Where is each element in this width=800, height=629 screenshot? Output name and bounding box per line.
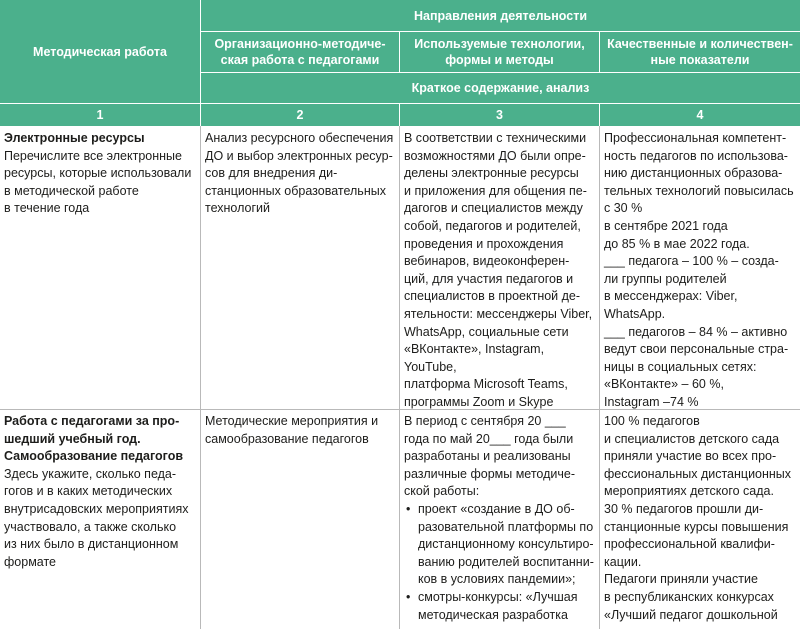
row1-col4-line: WhatsApp. <box>604 306 666 321</box>
row1-col4-line: в сентябре 2021 года <box>604 218 728 233</box>
header-num-4 <box>600 104 800 126</box>
row1-col4-line: в мессенджерах: Viber, <box>604 289 738 304</box>
row2-col3-line: В период с сентября 20 ___ <box>404 414 566 428</box>
row2-col4-line: станционные курсы повышения <box>604 519 789 534</box>
list-item-line: разовательной платформы по <box>418 519 594 534</box>
list-item-line: методическая разработка <box>418 607 568 622</box>
row2-col3-line: различные формы методиче- <box>404 466 575 481</box>
header-col2 <box>201 32 399 72</box>
row1-col3-line: и приложения для общения пе- <box>404 183 587 198</box>
header-group-label: Направления деятельности <box>413 8 588 23</box>
row2-col4-line: Педагоги приняли участие <box>604 572 758 587</box>
row1-col4-line: ___ педагога – 100 % – созда- <box>604 254 779 269</box>
row2-col2-line: самообразование педагогов <box>205 431 369 446</box>
list-item <box>404 501 596 589</box>
row1-col2-line: ДО и выбор электронных ресур- <box>205 148 393 163</box>
row1-col4-line: нию дистанционных образова- <box>604 166 783 181</box>
row1-col3-line: ятельности: мессенджеры Viber, <box>404 306 593 321</box>
list-item-line: ков в условиях пандемии»; <box>418 572 576 587</box>
row1-col1-line: Перечислите все электронные <box>4 148 182 163</box>
row2-title-line: Самообразование педагогов <box>4 449 184 464</box>
row2-col1-line: гогов и в каких методических <box>4 484 173 499</box>
header-methodical-work <box>0 0 200 103</box>
row1-col3-line: возможностями ДО были опре- <box>404 148 586 163</box>
row2-col4-line: «Лучший педагог дошкольной <box>604 607 778 622</box>
row1-col3-line: В соответствии с техническими <box>404 131 587 145</box>
row1-col1-line: в методической работе <box>4 183 139 198</box>
row1-col4-cell <box>600 127 800 409</box>
row1-col3-line: «ВКонтакте», Instagram, YouTube, <box>404 342 545 374</box>
header-activity-directions <box>201 0 800 31</box>
row2-col1-line: из них было в дистанционном <box>4 537 179 552</box>
row2-col1-line: внутрисадовских мероприятиях <box>4 501 189 516</box>
row1-col4-line: «ВКонтакте» – 60 %, <box>604 377 724 392</box>
row2-col4-line: в республиканских конкурсах <box>604 589 774 604</box>
list-item <box>404 589 596 624</box>
header-summary <box>201 73 800 103</box>
row2-col4-line: 100 % педагогов <box>604 414 700 428</box>
row2-col4-line: профессиональной квалифи- <box>604 537 775 552</box>
header-num-2 <box>201 104 399 126</box>
header-col3 <box>400 32 599 72</box>
list-item-line: • смотры-конкурсы: «Лучшая <box>418 589 578 604</box>
list-item-line: • проект «создание в ДО об- <box>418 501 575 516</box>
header-summary-label: Краткое содержание, анализ <box>411 81 590 95</box>
row2-col1-line: формате <box>4 554 56 569</box>
row1-col3-line: специалистов в проектной де- <box>404 289 581 304</box>
header-col4 <box>600 32 800 72</box>
row2-col1-cell <box>0 410 200 629</box>
row1-col4-line: с 30 % <box>604 201 643 216</box>
row1-title: Электронные ресурсы <box>4 131 145 145</box>
row1-col3-line: программы Zoom и Skype <box>404 394 554 409</box>
row2-title-line: шедший учебный год. <box>4 431 141 446</box>
row1-col2-line: технологий <box>205 201 271 216</box>
row2-col4-line: и специалистов детского сада <box>604 431 780 446</box>
row1-col3-line: делены электронные ресурсы <box>404 166 579 181</box>
row1-col4-line: ность педагогов по использова- <box>604 148 788 163</box>
row1-col4-line: ведут свои персональные стра- <box>604 342 789 357</box>
methodical-forms-list <box>404 501 596 624</box>
row1-col3-line: проведения и прохождения <box>404 236 564 251</box>
header-num-1-label: 1 <box>96 108 104 122</box>
row2-col4-line: мероприятиях детского сада. <box>604 484 774 499</box>
row1-col2-cell <box>201 127 399 409</box>
row1-col3-line: дагогов и специалистов между <box>404 201 583 216</box>
row1-col4-line: Профессиональная компетент- <box>604 131 787 145</box>
row2-col4-line: кации. <box>604 554 642 569</box>
row2-title-line: Работа с педагогами за про- <box>4 414 180 428</box>
row1-col4-line: Instagram –74 % <box>604 394 699 409</box>
row1-col1-line: ресурсы, которые использовали <box>4 166 192 181</box>
header-col4-label: Качественные и количествен-ные показатели <box>607 37 793 67</box>
row1-col3-line: WhatsApp, социальные сети <box>404 324 569 339</box>
header-num-3 <box>400 104 599 126</box>
header-num-1 <box>0 104 200 126</box>
row1-col3-cell <box>400 127 599 409</box>
row2-col1-line: участвовало, а также сколько <box>4 519 177 534</box>
row1-col1-cell <box>0 127 200 409</box>
row2-col3-line: разработаны и реализованы <box>404 449 571 464</box>
header-col3-label: Используемые технологии, формы и методы <box>414 37 585 67</box>
row2-col3-line: ской работы: <box>404 484 480 499</box>
row2-col3-cell <box>400 410 599 629</box>
row1-col4-line: ___ педагогов – 84 % – активно <box>604 324 788 339</box>
list-item-line: дистанционному консультиро- <box>418 537 594 552</box>
row2-col2-cell <box>201 410 399 629</box>
row1-col3-line: собой, педагогов и родителей, <box>404 218 581 233</box>
row1-col2-line: Анализ ресурсного обеспечения <box>205 131 394 145</box>
row1-col4-line: ли группы родителей <box>604 271 727 286</box>
row1-col3-line: ций, для участия педагогов и <box>404 271 574 286</box>
row1-col2-line: станционных образовательных <box>205 183 386 198</box>
row1-col2-line: сов для внедрения ди- <box>205 166 338 181</box>
row1-col1-line: в течение года <box>4 201 90 216</box>
row2-col4-line: фессиональных дистанционных <box>604 466 792 481</box>
row1-col3-line: вебинаров, видеоконферен- <box>404 254 570 269</box>
list-item-line: ванию родителей воспитанни- <box>418 554 594 569</box>
row2-col4-line: приняли участие во всех про- <box>604 449 777 464</box>
row2-col2-line: Методические мероприятия и <box>205 414 379 428</box>
row2-col4-cell <box>600 410 800 629</box>
header-col1-label: Методическая работа <box>33 44 167 59</box>
header-num-3-label: 3 <box>496 108 503 122</box>
header-num-4-label: 4 <box>696 108 704 122</box>
row1-col3-line: платформа Microsoft Teams, <box>404 377 568 392</box>
row1-col4-line: ницы в социальных сетях: <box>604 359 757 374</box>
row1-col4-line: до 85 % в мае 2022 года. <box>604 236 750 251</box>
row1-col4-line: тельных технологий повысилась <box>604 183 794 198</box>
header-col2-label: Организационно-методиче-ская работа с педагогами <box>214 37 386 67</box>
row2-col1-line: Здесь укажите, сколько педа- <box>4 466 177 481</box>
row2-col3-line: года по май 20___ года были <box>404 431 574 446</box>
row2-col4-line: 30 % педагогов прошли ди- <box>604 501 764 516</box>
header-num-2-label: 2 <box>296 108 304 122</box>
